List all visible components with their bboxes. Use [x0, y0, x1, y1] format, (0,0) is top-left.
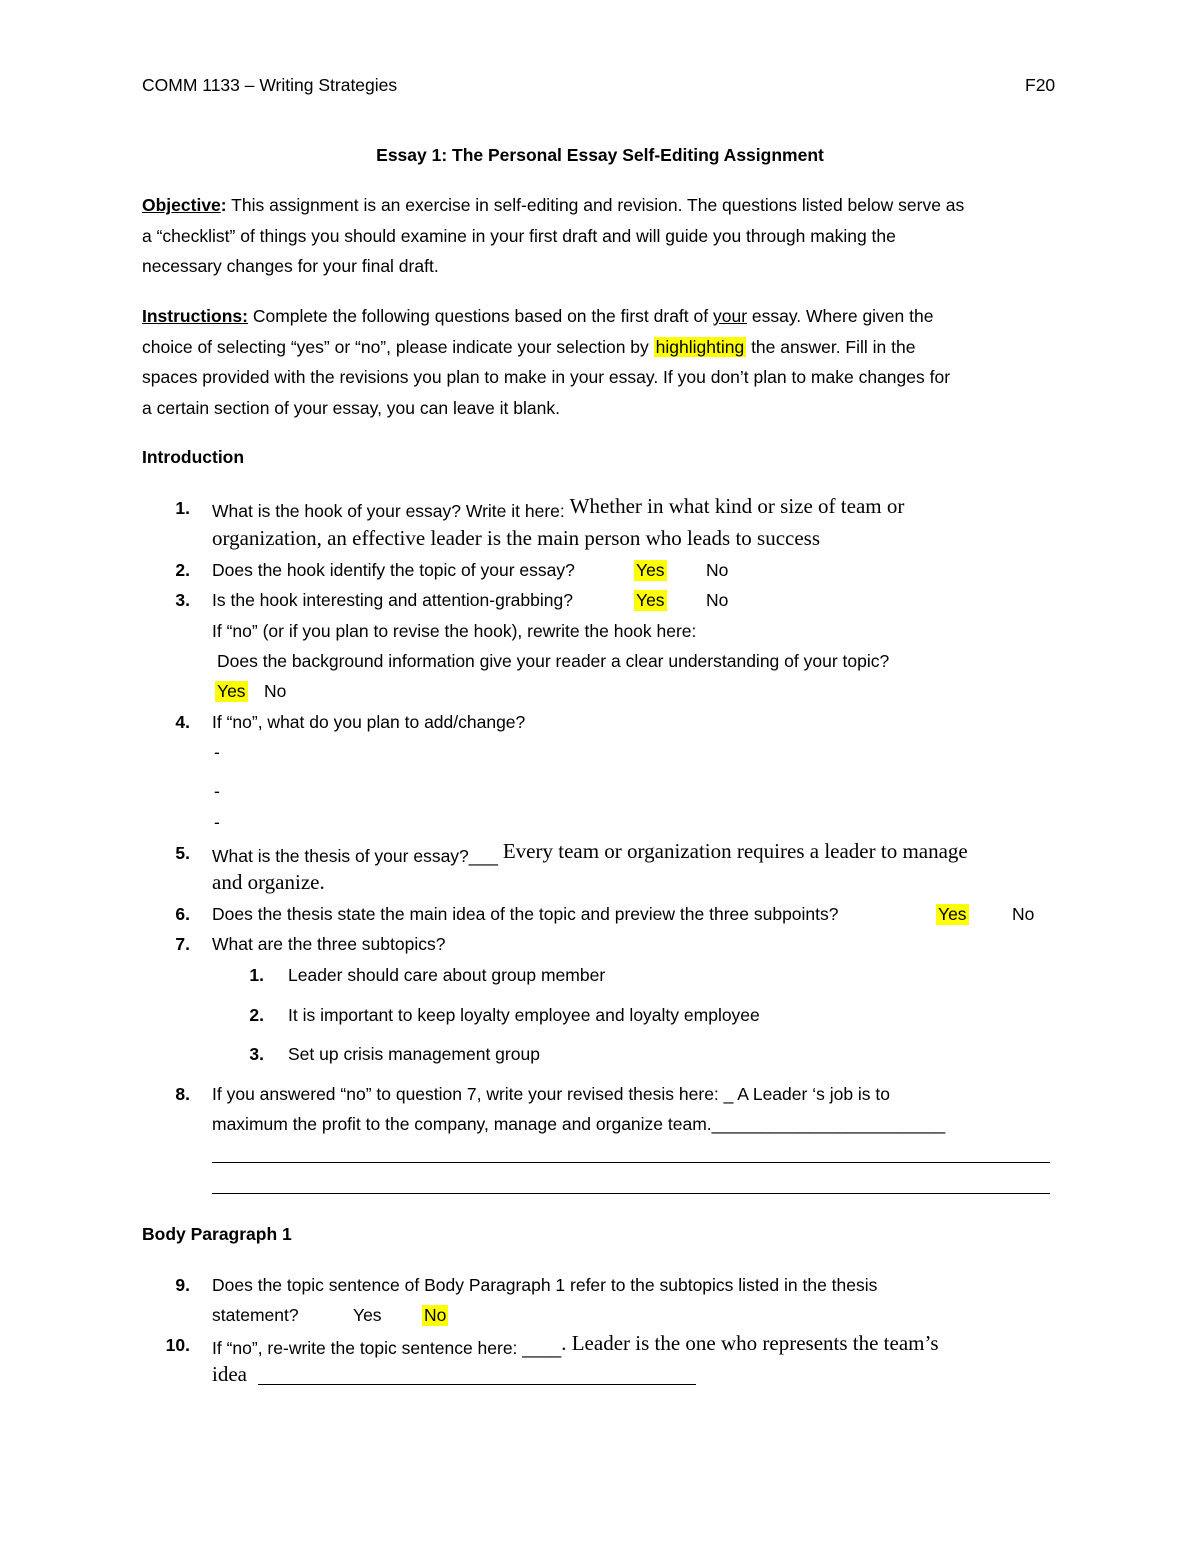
instructions-text-2b: the answer. Fill in the — [746, 337, 916, 357]
q10-answer-line — [258, 1384, 696, 1385]
q6-no[interactable]: No — [1012, 904, 1035, 924]
objective-label: Objective — [142, 195, 221, 215]
q1-answer-2: organization, an effective leader is the main person who leads to success — [212, 526, 821, 550]
subtopic-3-number: 3. — [249, 1044, 264, 1064]
q9-yes[interactable]: Yes — [353, 1305, 382, 1325]
subtopic-2-text: It is important to keep loyalty employee and loyalty employee — [288, 1005, 760, 1025]
instructions-line-1 — [142, 306, 933, 327]
instructions-text-1b: essay. Where given the — [747, 306, 934, 326]
q9-line-1: Does the topic sentence of Body Paragraph 1 refer to the subtopics listed in the thesis — [212, 1275, 878, 1295]
q5-answer-2: and organize. — [212, 870, 325, 894]
q3-number: 3. — [175, 590, 190, 610]
objective-line-3: necessary changes for your final draft. — [142, 256, 439, 276]
q8-answer-line-1 — [212, 1162, 1050, 1163]
q6-yes-selected[interactable]: Yes — [938, 904, 967, 924]
q10-answer-2: idea — [212, 1362, 247, 1386]
q5-line-1 — [212, 839, 968, 864]
q3-prompt: Is the hook interesting and attention-grabbing? — [212, 590, 573, 610]
q9-number: 9. — [175, 1275, 190, 1295]
q10-prompt: If “no”, re-write the topic sentence here: ____ — [212, 1338, 562, 1358]
subtopic-1-number: 1. — [249, 965, 264, 985]
q7-number: 7. — [175, 934, 190, 954]
q9-line-2: statement? — [212, 1305, 299, 1325]
q5-prompt: What is the thesis of your essay?___ — [212, 846, 503, 866]
term-header: F20 — [1025, 75, 1056, 95]
q6-number: 6. — [175, 904, 190, 924]
q9-no-selected[interactable]: No — [424, 1305, 447, 1325]
q1-number: 1. — [175, 498, 190, 518]
q4-bullet-1: - — [214, 742, 220, 762]
q2-number: 2. — [175, 560, 190, 580]
subtopic-2-number: 2. — [249, 1005, 264, 1025]
q10-answer-1: . Leader is the one who represents the team’s — [561, 1331, 939, 1355]
objective-line-1 — [142, 195, 964, 216]
instructions-label: Instructions: — [142, 306, 248, 326]
objective-line-2: a “checklist” of things you should examine in your first draft and will guide you through making the — [142, 226, 896, 246]
objective-text-1: This assignment is an exercise in self-editing and revision. The questions listed below serve as — [226, 195, 965, 215]
q7-prompt: What are the three subtopics? — [212, 934, 446, 954]
instructions-line-4: a certain section of your essay, you can leave it blank. — [142, 398, 560, 418]
q8-answer-line-2 — [212, 1193, 1050, 1194]
q2-prompt: Does the hook identify the topic of your essay? — [212, 560, 575, 580]
q8-line-1: If you answered “no” to question 7, write your revised thesis here: _ A Leader ‘s job is to — [212, 1084, 891, 1104]
section-body-paragraph-1: Body Paragraph 1 — [142, 1224, 292, 1244]
background-yes-selected[interactable]: Yes — [217, 681, 246, 701]
subtopic-3-text: Set up crisis management group — [288, 1044, 540, 1064]
subtopic-1-text: Leader should care about group member — [288, 965, 606, 985]
highlighting-word: highlighting — [655, 337, 745, 357]
background-question: Does the background information give your reader a clear understanding of your topic? — [217, 651, 890, 671]
q3-followup: If “no” (or if you plan to revise the hook), rewrite the hook here: — [212, 621, 697, 641]
q1-prompt: What is the hook of your essay? Write it here: — [212, 501, 570, 521]
instructions-line-3: spaces provided with the revisions you plan to make in your essay. If you don’t plan to make changes for — [142, 367, 951, 387]
instructions-text-1a: Complete the following questions based on the first draft of — [247, 306, 713, 326]
section-introduction: Introduction — [142, 447, 245, 467]
q4-bullet-2: - — [214, 781, 220, 801]
q5-answer-1: Every team or organization requires a leader to manage — [502, 839, 968, 863]
course-header: COMM 1133 – Writing Strategies — [142, 75, 398, 95]
document-title: Essay 1: The Personal Essay Self-Editing Assignment — [376, 145, 824, 165]
q5-number: 5. — [175, 843, 190, 863]
q3-no[interactable]: No — [706, 590, 729, 610]
objective-colon: : — [220, 195, 227, 215]
q4-bullet-3: - — [214, 812, 220, 832]
q1-answer-1: Whether in what kind or size of team or — [569, 494, 905, 518]
instructions-line-2 — [142, 337, 915, 358]
q10-number: 10. — [165, 1335, 190, 1355]
q2-yes-selected[interactable]: Yes — [636, 560, 665, 580]
q4-number: 4. — [175, 712, 190, 732]
instructions-your: your — [712, 306, 748, 326]
q3-yes-selected[interactable]: Yes — [636, 590, 665, 610]
q8-number: 8. — [175, 1084, 190, 1104]
q8-line-2: maximum the profit to the company, manage and organize team.________________________ — [212, 1114, 946, 1134]
q4-prompt: If “no”, what do you plan to add/change? — [212, 712, 526, 732]
q6-prompt: Does the thesis state the main idea of the topic and preview the three subpoints? — [212, 904, 839, 924]
q2-no[interactable]: No — [706, 560, 729, 580]
q10-line-1 — [212, 1331, 939, 1356]
instructions-text-2a: choice of selecting “yes” or “no”, please indicate your selection by — [142, 337, 654, 357]
q1-line-1 — [212, 494, 904, 519]
background-no[interactable]: No — [264, 681, 287, 701]
